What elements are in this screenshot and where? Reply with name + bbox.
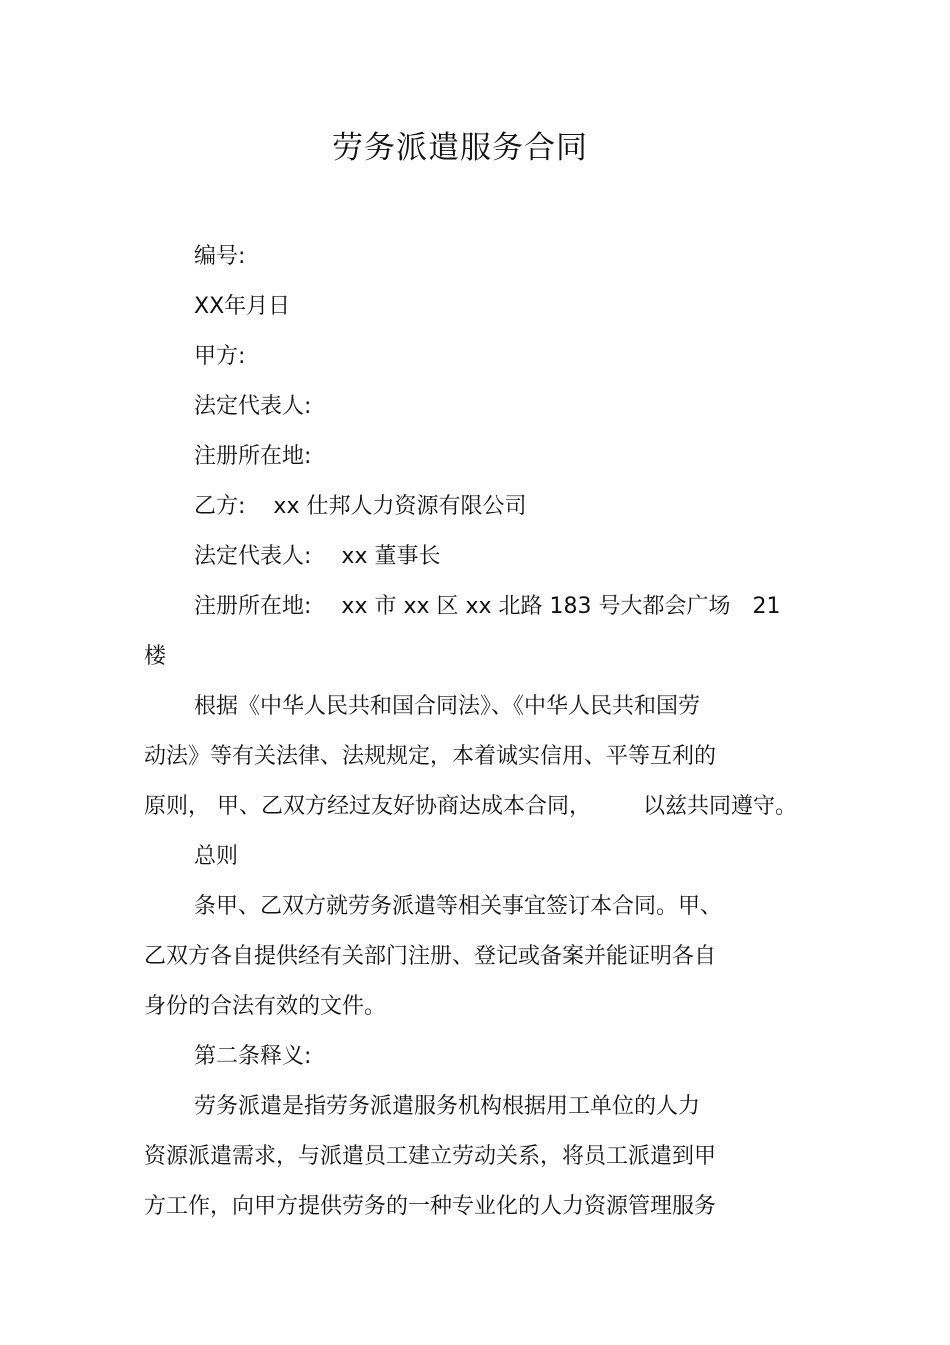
party-b-line <box>194 492 526 522</box>
party-b-address-wrap: 楼 <box>144 644 167 669</box>
party-b-legal-rep-value: xx 董事长 <box>341 544 441 569</box>
preamble-line-3a: 原则， 甲、乙双方经过友好协商达成本合同， <box>144 794 591 819</box>
document-title: 劳务派遣服务合同 <box>332 130 588 166</box>
general-line-3: 身份的合法有效的文件。 <box>144 994 387 1019</box>
party-b-legal-rep-label: 法定代表人: <box>194 544 312 569</box>
party-a-legal-rep-label: 法定代表人: <box>194 394 312 419</box>
preamble-line-3 <box>144 792 797 822</box>
party-b-address-floor: 21 <box>752 594 781 619</box>
serial-label: 编号: <box>194 244 246 269</box>
article2-line-1: 劳务派遣是指劳务派遣服务机构根据用工单位的人力 <box>194 1094 701 1119</box>
party-b-legal-rep-line <box>194 542 440 572</box>
party-b-address-line <box>194 592 780 622</box>
party-a-label: 甲方: <box>194 344 246 369</box>
preamble-line-2: 动法》等有关法律、法规规定，本着诚实信用、平等互利的 <box>144 744 717 769</box>
party-b-address-value: xx 市 xx 区 xx 北路 183 号大都会广场 <box>341 594 731 619</box>
preamble-line-3b: 以兹共同遵守。 <box>643 794 798 819</box>
party-b-address-label: 注册所在地: <box>194 594 312 619</box>
article2-line-3: 方工作，向甲方提供劳务的一种专业化的人力资源管理服务 <box>144 1194 717 1219</box>
party-b-name: xx 仕邦人力资源有限公司 <box>273 494 527 519</box>
article2-line-2: 资源派遣需求，与派遣员工建立劳动关系，将员工派遣到甲 <box>144 1144 717 1169</box>
general-line-1: 条甲、乙双方就劳务派遣等相关事宜签订本合同。甲、 <box>194 894 723 919</box>
party-a-address-label: 注册所在地: <box>194 444 312 469</box>
article2-heading: 第二条释义: <box>194 1044 312 1069</box>
general-line-2: 乙双方各自提供经有关部门注册、登记或备案并能证明各自 <box>144 944 717 969</box>
general-heading: 总则 <box>194 844 239 869</box>
date-line: XX年月日 <box>194 294 291 319</box>
preamble-line-1: 根据《中华人民共和国合同法》、《中华人民共和国劳 <box>194 694 701 719</box>
party-b-label: 乙方: <box>194 494 246 519</box>
